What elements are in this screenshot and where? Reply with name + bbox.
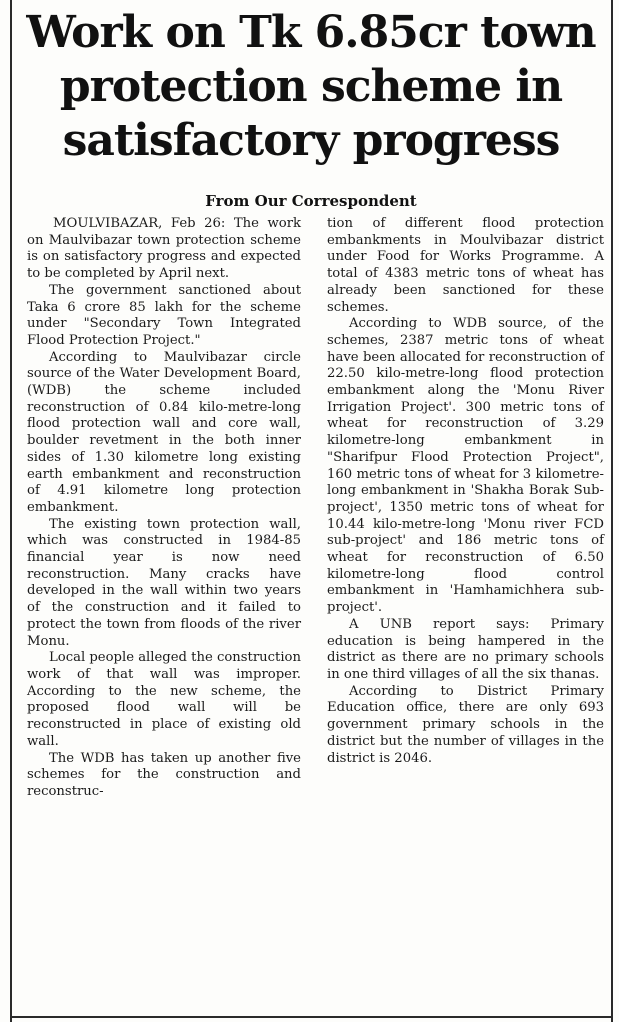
article-paragraph: MOULVIBAZAR, Feb 26: The work on Maulvibazar town protection scheme is on satisfactory progress and expected to be completed by April next.	[27, 216, 301, 282]
article-headline: Work on Tk 6.85cr town protection scheme in satisfactory progress	[26, 7, 596, 166]
left-border-rule	[10, 0, 12, 1022]
article-paragraph: Local people alleged the construction work of that wall was improper. According to the new scheme, the proposed flood wall will be reconstructed in place of existing old wall.	[27, 650, 301, 749]
article-paragraph: A UNB report says: Primary education is being hampered in the district as there are no primary schools in one third villages of all the six thanas.	[327, 616, 604, 682]
bottom-border-rule	[10, 1016, 613, 1018]
article-right-column	[327, 216, 604, 767]
article-left-column	[27, 216, 301, 801]
article-paragraph: tion of different flood protection embankments in Moulvibazar district under Food for Works Programme. A total of 4383 metric tons of wheat has already been sanctioned for these schemes.	[327, 216, 604, 315]
article-paragraph: According to Maulvibazar circle source of the Water Development Board, (WDB) the scheme included reconstruction of 0.84 kilo-metre-long flood protection wall and core wall, boulder revetment in the both inner sides of 1.30 kilometre long existing earth embankment and reconstruction of 4.91 kilometre long protection embankment.	[27, 349, 301, 515]
article-paragraph: The WDB has taken up another five schemes for the construction and reconstruc-	[27, 750, 301, 799]
article-paragraph: According to WDB source, of the schemes, 2387 metric tons of wheat have been allocated for reconstruction of 22.50 kilo-metre-long flood protection embankment along the 'Monu River Irrigation Project'. 300 metric tons of wheat for reconstruction of 3.29 kilometre-long embankment in "Sharifpur Flood Protection Project", 160 metric tons of wheat for 3 kilometre-long embankment in 'Shakha Borak Sub-project', 1350 metric tons of wheat for 10.44 kilo-metre-long 'Monu river FCD sub-project' and 186 metric tons of wheat for reconstruction of 6.50 kilometre-long flood control embankment in 'Hamhamichhera sub-project'.	[327, 316, 604, 616]
right-border-rule	[611, 0, 613, 1022]
article-paragraph: According to District Primary Education office, there are only 693 government primary schools in the district but the number of villages in the district is 2046.	[327, 683, 604, 766]
article-paragraph: The existing town protection wall, which was constructed in 1984-85 financial year is now need reconstruction. Many cracks have developed in the wall within two years of the construction and it failed to protect the town from floods of the river Monu.	[27, 516, 301, 649]
article-byline: From Our Correspondent	[205, 192, 417, 210]
article-paragraph: The government sanctioned about Taka 6 crore 85 lakh for the scheme under "Secondary Town Integrated Flood Protection Project."	[27, 282, 301, 348]
